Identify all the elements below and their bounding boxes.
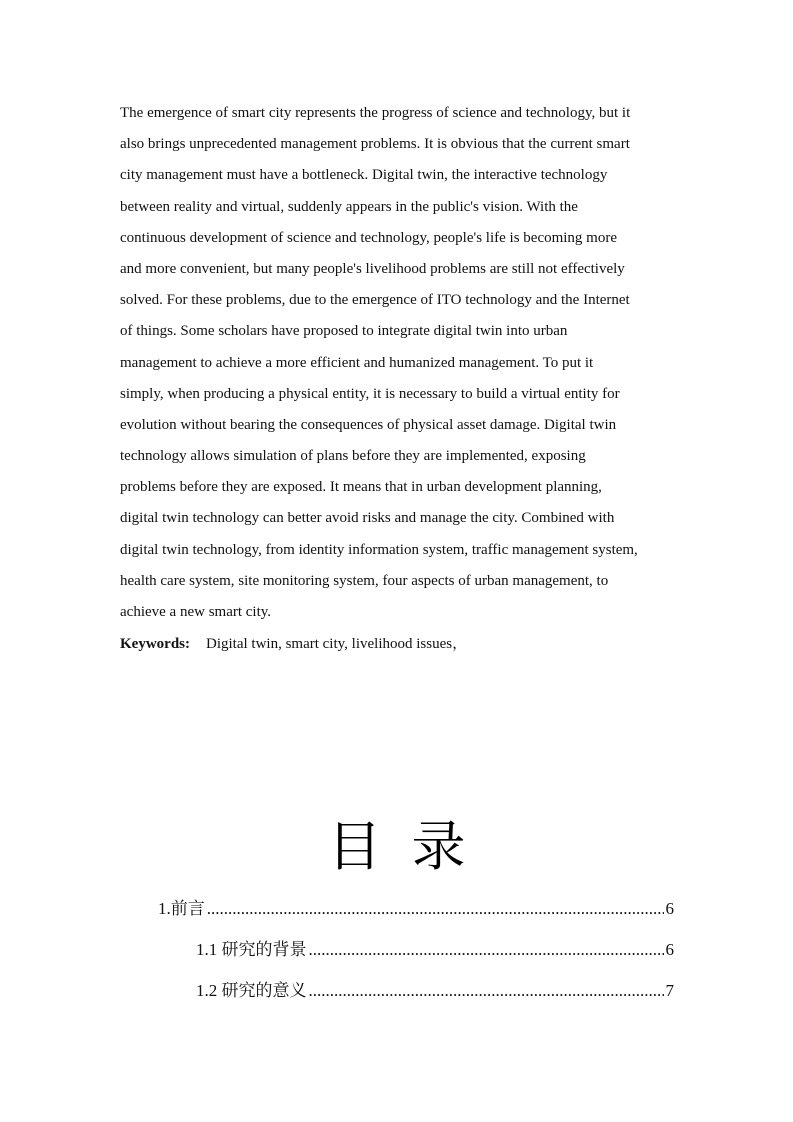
toc-entry-page: 6 bbox=[665, 940, 674, 959]
abstract-line: achieve a new smart city. bbox=[120, 604, 272, 620]
toc-entry[interactable] bbox=[196, 935, 674, 965]
toc-entry-text: 1.前言 bbox=[158, 899, 205, 918]
abstract-line: digital twin technology can better avoid risks and manage the city. Combined with bbox=[120, 510, 615, 527]
keywords-line bbox=[120, 629, 467, 660]
toc-entry-text: 1.1 研究的背景 bbox=[196, 940, 307, 959]
abstract-line: management to achieve a more efficient and humanized management. To put it bbox=[120, 354, 594, 371]
abstract-line: digital twin technology, from identity information system, traffic management system, bbox=[120, 541, 638, 558]
abstract-line: city management must have a bottleneck. Digital twin, the interactive technology bbox=[120, 167, 608, 184]
toc-dot-leader bbox=[309, 935, 664, 965]
toc-title: 目录 bbox=[327, 815, 496, 878]
toc-entry-page: 6 bbox=[665, 899, 674, 918]
abstract-line: technology allows simulation of plans before they are implemented, exposing bbox=[120, 448, 586, 465]
abstract-line: of things. Some scholars have proposed to integrate digital twin into urban bbox=[120, 323, 568, 340]
abstract-line: between reality and virtual, suddenly appears in the public's vision. With the bbox=[120, 198, 578, 215]
abstract-line: simply, when producing a physical entity, it is necessary to build a virtual entity for bbox=[120, 385, 620, 402]
toc-entry-page: 7 bbox=[665, 981, 674, 1000]
toc-entry-text: 1.2 研究的意义 bbox=[196, 981, 307, 1000]
abstract-line: The emergence of smart city represents the progress of science and technology, but it bbox=[120, 105, 631, 121]
abstract-line: continuous development of science and technology, people's life is becoming more bbox=[120, 229, 618, 246]
abstract-line: evolution without bearing the consequences of physical asset damage. Digital twin bbox=[120, 416, 617, 433]
abstract-line: health care system, site monitoring system, four aspects of urban management, to bbox=[120, 572, 609, 589]
abstract-line: solved. For these problems, due to the emergence of ITO technology and the Internet bbox=[120, 292, 630, 309]
abstract-line: problems before they are exposed. It means that in urban development planning, bbox=[120, 479, 602, 496]
abstract-line: and more convenient, but many people's livelihood problems are still not effectively bbox=[120, 260, 625, 277]
toc-dot-leader bbox=[207, 894, 664, 924]
abstract-line: also brings unprecedented management problems. It is obvious that the current smart bbox=[120, 136, 630, 153]
toc-entry[interactable] bbox=[196, 976, 674, 1006]
keywords-label: Keywords: bbox=[120, 636, 190, 652]
abstract-body bbox=[120, 98, 676, 628]
toc-dot-leader bbox=[309, 976, 664, 1006]
toc-entry[interactable] bbox=[158, 894, 674, 924]
keywords-value: Digital twin, smart city, livelihood issues， bbox=[206, 636, 468, 652]
